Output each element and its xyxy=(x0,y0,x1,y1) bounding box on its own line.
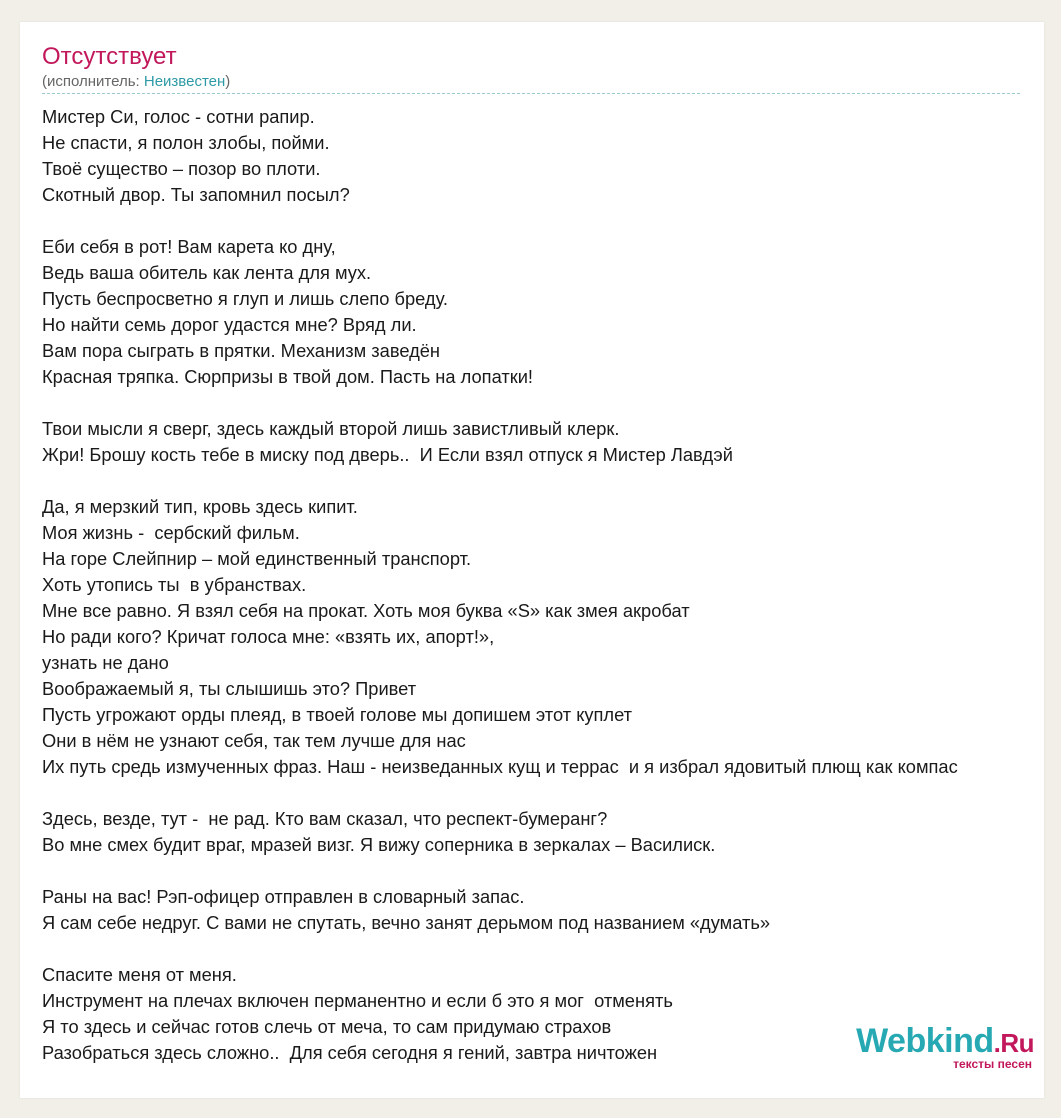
lyric-line: Пусть беспросветно я глуп и лишь слепо бреду. xyxy=(42,288,448,309)
lyric-line: узнать не дано xyxy=(42,652,169,673)
lyric-line: Я сам себе недруг. С вами не спутать, вечно занят дерьмом под названием «думать» xyxy=(42,912,771,933)
lyric-line: Моя жизнь - сербский фильм. xyxy=(42,522,300,543)
lyric-blank-line xyxy=(42,858,958,884)
lyric-line: Спасите меня от меня. xyxy=(42,964,237,985)
logo-tld: .Ru xyxy=(993,1028,1034,1058)
lyric-blank-line xyxy=(42,780,958,806)
lyric-line: Здесь, везде, тут - не рад. Кто вам сказал, что респект-бумеранг? xyxy=(42,808,608,829)
webkind-logo[interactable] xyxy=(856,1024,1034,1070)
divider xyxy=(42,93,1020,94)
lyric-line: Твои мысли я сверг, здесь каждый второй лишь завистливый клерк. xyxy=(42,418,620,439)
lyric-blank-line xyxy=(42,390,958,416)
lyric-line: Мне все равно. Я взял себя на прокат. Хоть моя буква «S» как змея акробат xyxy=(42,600,690,621)
lyric-line: Не спасти, я полон злобы, пойми. xyxy=(42,132,330,153)
lyric-line: Но найти семь дорог удастся мне? Вряд ли. xyxy=(42,314,417,335)
lyric-blank-line xyxy=(42,208,958,234)
lyric-line: Инструмент на плечах включен перманентно и если б это я мог отменять xyxy=(42,990,673,1011)
artist-link[interactable]: Неизвестен xyxy=(143,73,226,90)
logo-name: Webkind xyxy=(856,1022,994,1060)
song-title: Отсутствует xyxy=(42,43,177,70)
lyric-line: Красная тряпка. Сюрпризы в твой дом. Пасть на лопатки! xyxy=(42,366,534,387)
lyric-line: На горе Слейпнир – мой единственный транспорт. xyxy=(42,548,472,569)
lyric-line: Мистер Си, голос - сотни рапир. xyxy=(42,106,315,127)
lyric-line: Да, я мерзкий тип, кровь здесь кипит. xyxy=(42,496,358,517)
lyric-blank-line xyxy=(42,468,958,494)
lyric-line: Но ради кого? Кричат голоса мне: «взять их, апорт!», xyxy=(42,626,495,647)
lyric-line: Жри! Брошу кость тебе в миску под дверь.. И Если взял отпуск я Мистер Лавдэй xyxy=(42,444,733,465)
lyric-line: Разобраться здесь сложно.. Для себя сегодня я гений, завтра ничтожен xyxy=(42,1042,658,1063)
lyric-line: Твоё существо – позор во плоти. xyxy=(42,158,321,179)
lyric-line: Вам пора сыграть в прятки. Механизм заведён xyxy=(42,340,441,361)
lyrics-page xyxy=(20,22,1044,1098)
lyric-line: Скотный двор. Ты запомнил посыл? xyxy=(42,184,350,205)
logo-tagline: тексты песен xyxy=(953,1057,1032,1071)
lyric-line: Я то здесь и сейчас готов слечь от меча, то сам придумаю страхов xyxy=(42,1016,612,1037)
lyrics-text xyxy=(42,104,958,1066)
lyric-line: Пусть угрожают орды плеяд, в твоей голове мы допишем этот куплет xyxy=(42,704,633,725)
lyric-line: Хоть утопись ты в убранствах. xyxy=(42,574,307,595)
artist-suffix: ) xyxy=(225,73,231,90)
lyric-line: Ведь ваша обитель как лента для мух. xyxy=(42,262,372,283)
lyric-line: Еби себя в рот! Вам карета ко дну, xyxy=(42,236,336,257)
lyric-blank-line xyxy=(42,936,958,962)
lyric-line: Воображаемый я, ты слышишь это? Привет xyxy=(42,678,417,699)
lyric-line: Раны на вас! Рэп-офицер отправлен в словарный запас. xyxy=(42,886,525,907)
artist-line xyxy=(42,72,230,92)
lyric-line: Во мне смех будит враг, мразей визг. Я вижу соперника в зеркалах – Василиск. xyxy=(42,834,716,855)
lyric-line: Они в нём не узнают себя, так тем лучше для нас xyxy=(42,730,466,751)
artist-prefix: (исполнитель: xyxy=(42,73,144,90)
lyric-line: Их путь средь измученных фраз. Наш - неизведанных кущ и террас и я избрал ядовитый плющ как компас xyxy=(42,756,958,777)
